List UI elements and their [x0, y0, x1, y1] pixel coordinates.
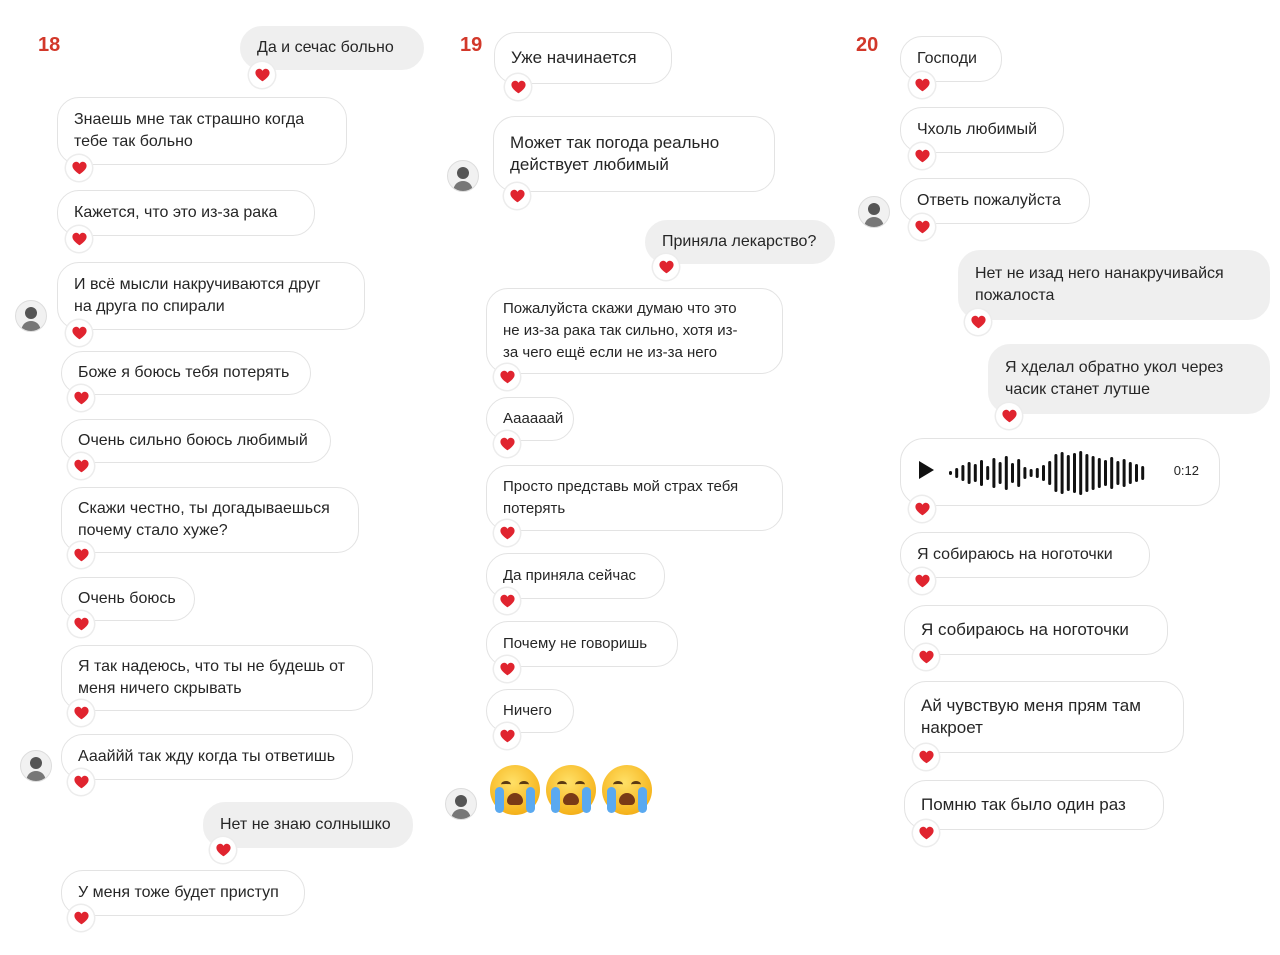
heart-reaction-icon — [505, 74, 531, 100]
contact-avatar[interactable] — [447, 160, 479, 192]
message-bubble[interactable]: Чхоль любимый — [900, 107, 1064, 153]
message-bubble[interactable]: Нет не изад него нанакручивайся пожалоста — [958, 250, 1270, 320]
heart-reaction-icon — [913, 820, 939, 846]
heart-reaction-icon — [494, 588, 520, 614]
message-bubble[interactable]: Пожалуйста скажи думаю что это не из-за рака так сильно, хотя из- за чего ещё если не из-за него — [486, 288, 783, 374]
message-bubble[interactable]: Уже начинается — [494, 32, 672, 84]
heart-reaction-icon — [653, 254, 679, 280]
waveform-bar — [1073, 453, 1076, 493]
waveform-bar — [1141, 466, 1144, 480]
waveform-bar — [1030, 469, 1033, 477]
waveform-bar — [999, 462, 1002, 484]
waveform-bar — [1042, 465, 1045, 481]
heart-reaction-icon — [494, 520, 520, 546]
heart-reaction-icon — [909, 568, 935, 594]
message-bubble[interactable]: Очень сильно боюсь любимый — [61, 419, 331, 463]
message-bubble[interactable]: Я хделал обратно укол через часик станет лутше — [988, 344, 1270, 414]
waveform-bar — [1061, 452, 1064, 494]
contact-avatar[interactable] — [15, 300, 47, 332]
heart-reaction-icon — [68, 700, 94, 726]
heart-reaction-icon — [68, 542, 94, 568]
voice-duration: 0:12 — [1173, 463, 1199, 478]
loudly-crying-face-icon — [602, 765, 652, 815]
heart-reaction-icon — [68, 453, 94, 479]
heart-reaction-icon — [66, 226, 92, 252]
heart-reaction-icon — [249, 62, 275, 88]
heart-reaction-icon — [909, 143, 935, 169]
heart-reaction-icon — [504, 183, 530, 209]
message-bubble[interactable]: Очень боюсь — [61, 577, 195, 621]
message-bubble[interactable]: Кажется, что это из-за рака — [57, 190, 315, 236]
waveform-bar — [968, 462, 971, 484]
message-bubble[interactable]: Боже я боюсь тебя потерять — [61, 351, 311, 395]
message-bubble[interactable]: У меня тоже будет приступ — [61, 870, 305, 916]
message-bubble[interactable]: Почему не говоришь — [486, 621, 678, 667]
message-bubble[interactable]: Ответь пожалуйста — [900, 178, 1090, 224]
waveform-bar — [1036, 468, 1039, 478]
message-bubble[interactable]: Просто представь мой страх тебя потерять — [486, 465, 783, 531]
waveform — [949, 450, 1161, 496]
waveform-bar — [1079, 451, 1082, 495]
screen-number-18: 18 — [38, 34, 61, 56]
message-bubble[interactable]: Знаешь мне так страшно когда тебе так больно — [57, 97, 347, 165]
waveform-bar — [1104, 460, 1107, 486]
contact-avatar[interactable] — [445, 788, 477, 820]
waveform-bar — [1067, 455, 1070, 491]
waveform-bar — [961, 465, 964, 481]
waveform-bar — [1054, 454, 1057, 492]
voice-message[interactable] — [900, 438, 1220, 506]
screen-number-19: 19 — [460, 34, 483, 56]
waveform-bar — [949, 471, 952, 475]
heart-reaction-icon — [965, 309, 991, 335]
heart-reaction-icon — [66, 155, 92, 181]
heart-reaction-icon — [210, 837, 236, 863]
heart-reaction-icon — [913, 744, 939, 770]
message-bubble[interactable]: И всё мысли накручиваются друг на друга по спирали — [57, 262, 365, 330]
waveform-bar — [1048, 461, 1051, 485]
heart-reaction-icon — [909, 214, 935, 240]
waveform-bar — [1017, 459, 1020, 487]
message-bubble[interactable]: Приняла лекарство? — [645, 220, 835, 264]
loudly-crying-face-icon — [546, 765, 596, 815]
message-bubble[interactable]: Может так погода реально действует любимый — [493, 116, 775, 192]
waveform-bar — [992, 458, 995, 488]
waveform-bar — [986, 466, 989, 480]
heart-reaction-icon — [68, 769, 94, 795]
waveform-bar — [1129, 462, 1132, 484]
heart-reaction-icon — [494, 656, 520, 682]
heart-reaction-icon — [68, 385, 94, 411]
waveform-bar — [974, 464, 977, 482]
heart-reaction-icon — [913, 644, 939, 670]
waveform-bar — [1135, 464, 1138, 482]
waveform-bar — [1023, 467, 1026, 479]
contact-avatar[interactable] — [858, 196, 890, 228]
message-bubble[interactable]: Господи — [900, 36, 1002, 82]
waveform-bar — [980, 460, 983, 486]
loudly-crying-face-icon — [490, 765, 540, 815]
waveform-bar — [1092, 456, 1095, 490]
message-bubble[interactable]: Я собираюсь на ноготочки — [900, 532, 1150, 578]
screen-number-20: 20 — [856, 34, 879, 56]
heart-reaction-icon — [996, 403, 1022, 429]
waveform-bar — [1110, 457, 1113, 489]
contact-avatar[interactable] — [20, 750, 52, 782]
heart-reaction-icon — [909, 496, 935, 522]
heart-reaction-icon — [68, 611, 94, 637]
heart-reaction-icon — [68, 905, 94, 931]
message-bubble[interactable]: Ай чувствую меня прям там накроет — [904, 681, 1184, 753]
message-bubble[interactable]: Ничего — [486, 689, 574, 733]
message-bubble[interactable]: Аааййй так жду когда ты ответишь — [61, 734, 353, 780]
message-bubble[interactable]: Скажи честно, ты догадываешься почему стало хуже? — [61, 487, 359, 553]
message-bubble[interactable]: Нет не знаю солнышко — [203, 802, 413, 848]
waveform-bar — [955, 468, 958, 478]
heart-reaction-icon — [909, 72, 935, 98]
heart-reaction-icon — [494, 364, 520, 390]
waveform-bar — [1116, 461, 1119, 485]
message-bubble[interactable]: Да приняла сейчас — [486, 553, 665, 599]
waveform-bar — [1123, 459, 1126, 487]
waveform-bar — [1005, 456, 1008, 490]
message-bubble[interactable]: Я собираюсь на ноготочки — [904, 605, 1168, 655]
message-bubble[interactable]: Да и сечас больно — [240, 26, 424, 70]
heart-reaction-icon — [494, 723, 520, 749]
play-icon[interactable] — [919, 461, 934, 479]
waveform-bar — [1098, 458, 1101, 488]
message-bubble[interactable]: Аааааай — [486, 397, 574, 441]
waveform-bar — [1085, 454, 1088, 492]
message-bubble[interactable]: Помню так было один раз — [904, 780, 1164, 830]
message-bubble[interactable]: Я так надеюсь, что ты не будешь от меня ничего скрывать — [61, 645, 373, 711]
heart-reaction-icon — [66, 320, 92, 346]
waveform-bar — [1011, 463, 1014, 483]
heart-reaction-icon — [494, 431, 520, 457]
